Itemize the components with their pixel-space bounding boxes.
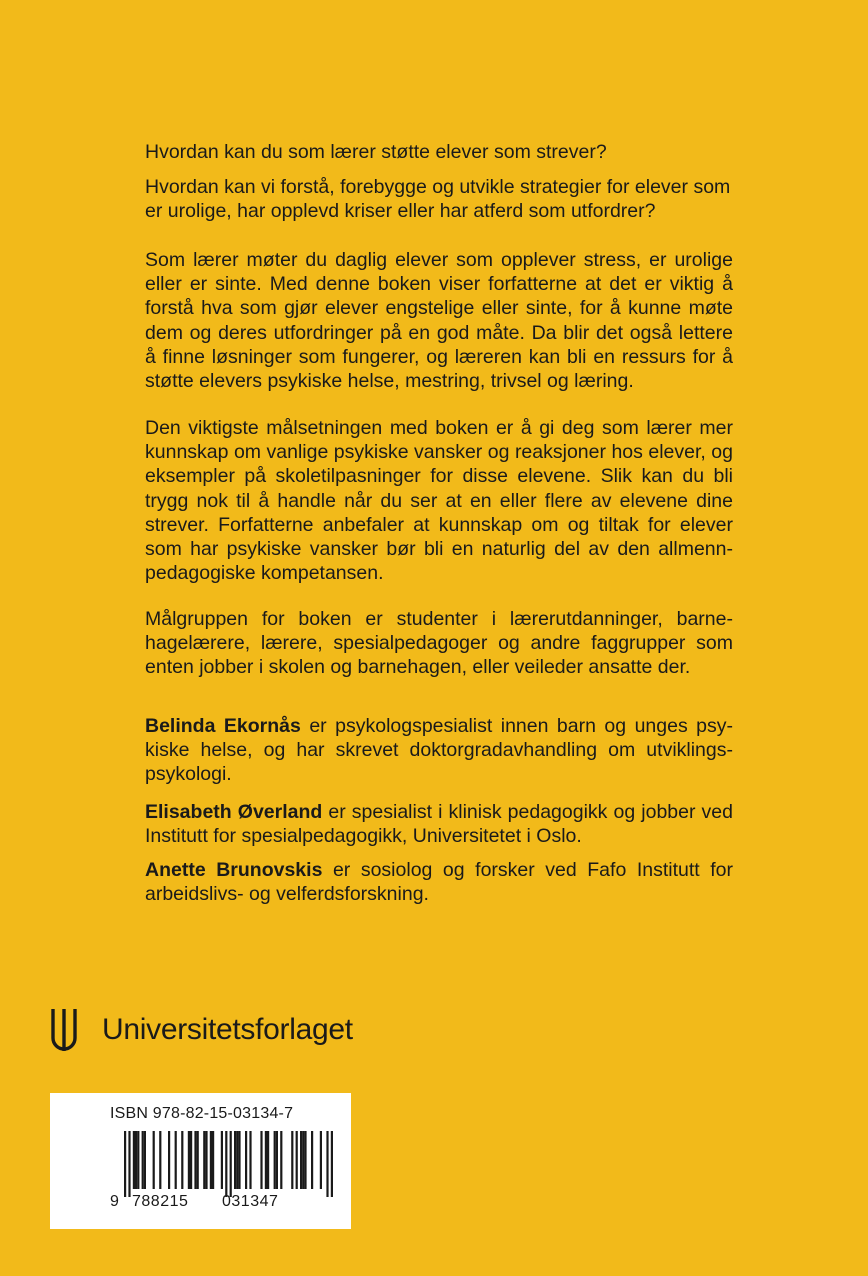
- barcode-bar: [168, 1131, 170, 1189]
- barcode-guard-bar: [225, 1131, 227, 1197]
- author-name: Elisabeth Øverland: [145, 801, 323, 823]
- barcode-bar: [265, 1131, 267, 1189]
- u-logo-icon: [50, 1007, 78, 1053]
- barcode-bar: [210, 1131, 212, 1189]
- author-bio-1: [145, 714, 733, 787]
- barcode-bar: [311, 1131, 313, 1189]
- publisher-name: Universitetsforlaget: [102, 1013, 353, 1046]
- barcode-bar: [197, 1131, 199, 1189]
- barcode-bar: [304, 1131, 306, 1189]
- barcode-bar: [188, 1131, 190, 1189]
- barcode-bar: [159, 1131, 161, 1189]
- barcode-bar: [142, 1131, 144, 1189]
- barcode-bar: [212, 1131, 214, 1189]
- barcode-bar: [291, 1131, 293, 1189]
- barcode-guard-bar: [331, 1131, 333, 1197]
- barcode-bar: [274, 1131, 276, 1189]
- barcode-bar: [144, 1131, 146, 1189]
- author-description: er sosiolog og forsker ved Fafo Institutt for arbeidslivs- og velferdsforskning.: [145, 859, 733, 906]
- barcode-bar: [276, 1131, 278, 1189]
- description-paragraph-3: Målgruppen for boken er studenter i lærerutdanninger, barne-hagelærere, lærere, spesialpedagoger og andre faggrupper som enten jobber i skolen og barnehagen, eller veileder ansatte der.: [145, 608, 733, 679]
- barcode-bar: [267, 1131, 269, 1189]
- barcode-digits-left: 788215: [132, 1193, 189, 1210]
- intro-question-2: Hvordan kan vi forstå, forebygge og utvikle strategier for elever som er urolige, har opplevd kriser eller har atferd som utfordrer?: [145, 176, 731, 223]
- author-description: er psykologspesialist innen barn og unges psy-kiske helse, og har skrevet doktorgradavhandling om utviklings-psykologi.: [145, 715, 733, 786]
- description-paragraph-2: Den viktigste målsetningen med boken er å gi deg som lærer mer kunnskap om vanlige psykiske vansker og reaksjoner hos elever, og eksempler på skoletilpasninger for disse elevene. Slik kan du bli trygg nok til å handle når du ser at en eller flere av elevene dine strever. Forfatterne anbefaler at kunnskap om og tiltak for elever som har psykiske vansker bør bli en naturlig del av den allmenn-pedagogiske kompetansen.: [145, 417, 733, 585]
- barcode-bar: [236, 1131, 238, 1189]
- barcode-bar: [221, 1131, 223, 1189]
- author-description: er spesialist i klinisk pedagogikk og jobber ved Institutt for spesialpedagogikk, Universitetet i Oslo.: [145, 801, 733, 848]
- barcode-bar: [203, 1131, 205, 1189]
- barcode-guard-bar: [124, 1131, 126, 1197]
- barcode-bar: [181, 1131, 183, 1189]
- intro-question-1: Hvordan kan du som lærer støtte elever som strever?: [145, 141, 607, 163]
- barcode-bar: [296, 1131, 298, 1189]
- barcode-bar: [190, 1131, 192, 1189]
- barcode-bar: [194, 1131, 196, 1189]
- barcode-bar: [153, 1131, 155, 1189]
- barcode-bar: [320, 1131, 322, 1189]
- barcode-bars: [50, 1093, 351, 1229]
- barcode-bar: [133, 1131, 135, 1189]
- author-name: Belinda Ekornås: [145, 715, 301, 737]
- description-paragraph-1: Som lærer møter du daglig elever som opplever stress, er urolige eller er sinte. Med denne boken viser forfatterne at det er viktig å forstå hva som gjør elever engstelige eller sinte, for å kunne møte dem og deres utfordringer på en god måte. Da blir det også lettere å finne løsninger som fungerer, og læreren kan bli en ressurs for å støtte elevers psykiske helse, mestring, trivsel og læring.: [145, 249, 733, 393]
- isbn-barcode: [50, 1093, 351, 1229]
- barcode-bar: [135, 1131, 137, 1189]
- barcode-bar: [280, 1131, 282, 1189]
- barcode-guard-bar: [326, 1131, 328, 1197]
- barcode-digits-right: 031347: [222, 1193, 279, 1210]
- barcode-bar: [302, 1131, 304, 1189]
- isbn-label: ISBN 978-82-15-03134-7: [110, 1105, 294, 1122]
- barcode-bar: [249, 1131, 251, 1189]
- barcode-bar: [300, 1131, 302, 1189]
- publisher-block: [50, 1006, 353, 1054]
- barcode-bar: [137, 1131, 139, 1189]
- barcode-bar: [260, 1131, 262, 1189]
- barcode-bar: [175, 1131, 177, 1189]
- barcode-bar: [238, 1131, 240, 1189]
- barcode-bar: [205, 1131, 207, 1189]
- barcode-digit-first: 9: [110, 1193, 120, 1210]
- barcode-guard-bar: [128, 1131, 130, 1197]
- author-bio-3: [145, 858, 733, 906]
- author-name: Anette Brunovskis: [145, 859, 323, 881]
- barcode-bar: [234, 1131, 236, 1189]
- barcode-guard-bar: [230, 1131, 232, 1197]
- author-bio-2: [145, 800, 733, 848]
- barcode-bar: [245, 1131, 247, 1189]
